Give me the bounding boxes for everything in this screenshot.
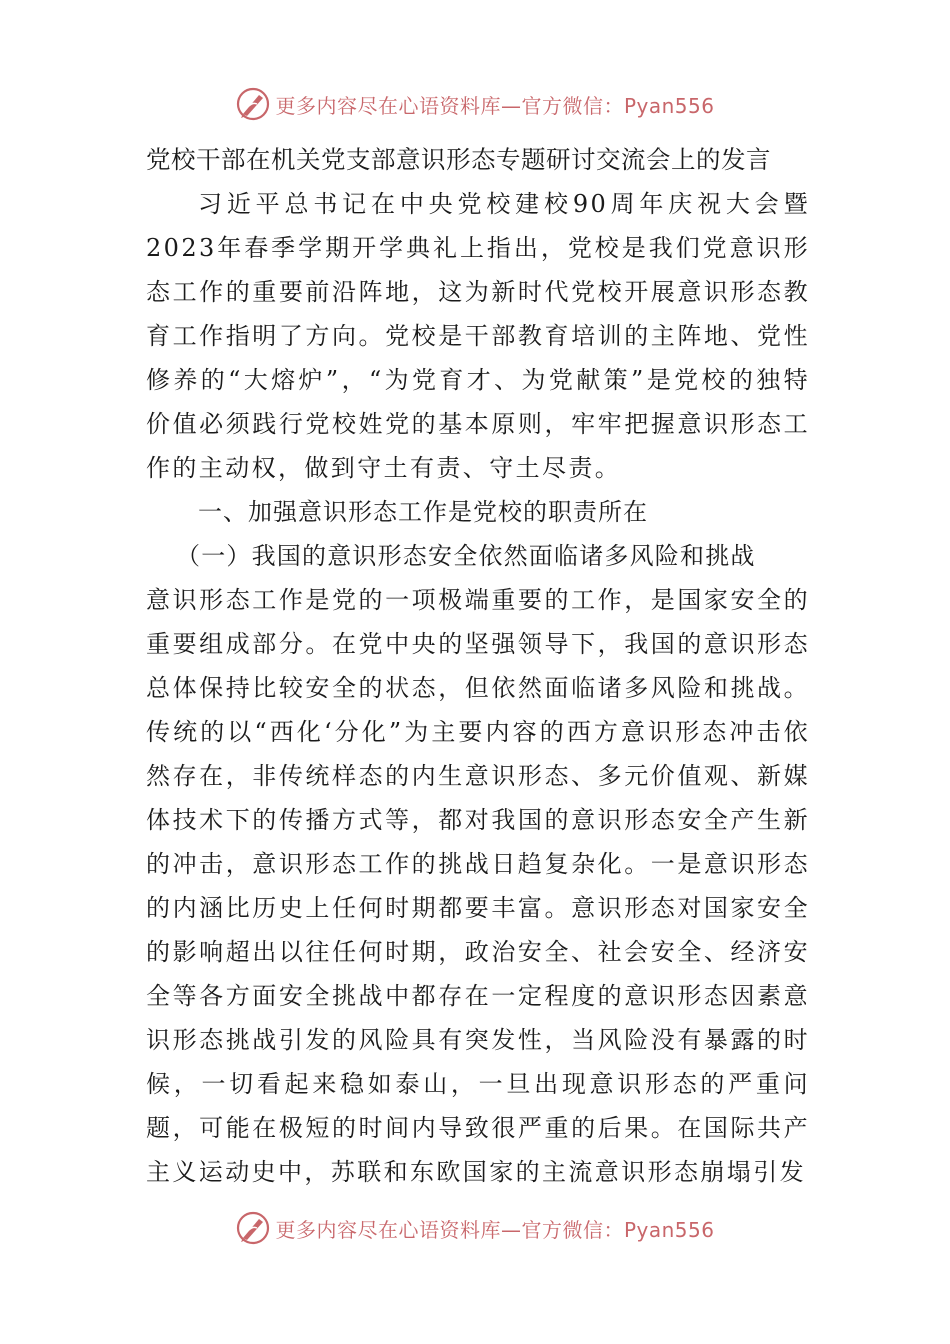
- body-paragraph: 意识形态工作是党的一项极端重要的工作，是国家安全的重要组成部分。在党中央的坚强领导下，我国的意识形态总体保持比较安全的状态，但依然面临诸多风险和挑战。传统的以“西化‘分化”为主要内容的西方意识形态冲击依然存在，非传统样态的内生意识形态、多元价值观、新媒体技术下的传播方式等，都对我国的意识形态安全产生新的冲击，意识形态工作的挑战日趋复杂化。一是意识形态的内涵比历史上任何时期都要丰富。意识形态对国家安全的影响超出以往任何时期，政治安全、社会安全、经济安全等各方面安全挑战中都存在一定程度的意识形态因素意识形态挑战引发的风险具有突发性，当风险没有暴露的时候，一切看起来稳如泰山，一旦出现意识形态的严重问题，可能在极短的时间内导致很严重的后果。在国际共产主义运动史中，苏联和东欧国家的主流意识形态崩塌引发: [146, 586, 810, 1186]
- section-heading: 一、加强意识形态工作是党校的职责所在: [198, 498, 648, 526]
- watermark-banner-bottom: [0, 1208, 950, 1248]
- watermark-text: 更多内容尽在心语资料库—官方微信：Pyan556: [275, 1217, 715, 1242]
- document-body: [146, 137, 810, 1194]
- watermark-text: 更多内容尽在心语资料库—官方微信：Pyan556: [275, 93, 715, 118]
- intro-paragraph: 习近平总书记在中央党校建校90周年庆祝大会暨2023年春季学期开学典礼上指出，党校是我们党意识形态工作的重要前沿阵地，这为新时代党校开展意识形态教育工作指明了方向。党校是干部教育培训的主阵地、党性修养的“大熔炉”，“为党育才、为党献策”是党校的独特价值必须践行党校姓党的基本原则，牢牢把握意识形态工作的主动权，做到守土有责、守土尽责。: [146, 190, 810, 482]
- subsection-heading: （一）我国的意识形态安全依然面临诸多风险和挑战: [176, 542, 756, 570]
- pen-logo-icon: [235, 1210, 271, 1246]
- watermark-banner-top: [0, 84, 950, 124]
- document-title: 党校干部在机关党支部意识形态专题研讨交流会上的发言: [146, 145, 771, 174]
- pen-logo-icon: [235, 86, 271, 122]
